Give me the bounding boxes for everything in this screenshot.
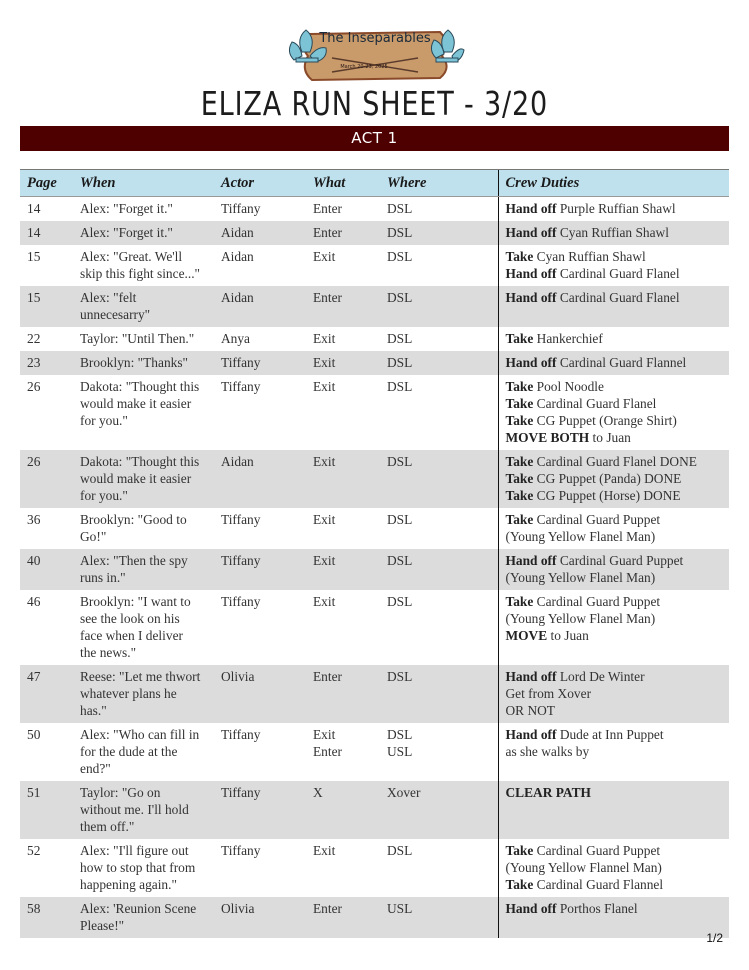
- location-line: DSL: [387, 843, 413, 858]
- duty-item: Lord De Winter: [556, 669, 645, 684]
- page-cell: 58: [20, 897, 73, 938]
- cue-line: Brooklyn: "Thanks": [80, 355, 189, 370]
- action-line: Exit: [313, 454, 336, 469]
- cue-line: for the dude at the: [80, 744, 178, 759]
- cue-line: Alex: "I'll figure out: [80, 843, 189, 858]
- cue-line: Go!": [80, 529, 107, 544]
- location-line: DSL: [387, 594, 413, 609]
- duty-verb: Hand off: [505, 553, 557, 568]
- action-line: X: [313, 785, 323, 800]
- duty-verb: Take: [505, 594, 534, 609]
- duty-line: [506, 412, 726, 429]
- actor-cell: Aidan: [214, 450, 306, 508]
- location-line: DSL: [387, 553, 413, 568]
- what-cell: [306, 351, 380, 375]
- when-cell: [73, 781, 214, 839]
- duty-verb: Take: [505, 471, 534, 486]
- duty-item: Cardinal Guard Flanel DONE: [533, 454, 697, 469]
- cue-line: see the look on his: [80, 611, 180, 626]
- cue-line: Dakota: "Thought this: [80, 379, 200, 394]
- actor-cell: Tiffany: [221, 727, 261, 742]
- cue-line: whatever plans he: [80, 686, 177, 701]
- location-line: DSL: [387, 331, 413, 346]
- duty-item: Cyan Ruffian Shawl: [533, 249, 646, 264]
- duty-item: Cardinal Guard Puppet: [533, 843, 661, 858]
- duty-item: (Young Yellow Flanel Man): [505, 570, 656, 585]
- where-cell: [380, 375, 498, 450]
- duty-line: [506, 842, 726, 859]
- act-header: ACT 1: [20, 126, 729, 151]
- page-indicator: 1/2: [706, 931, 723, 945]
- duty-line: [506, 248, 726, 265]
- action-line: Exit: [313, 379, 336, 394]
- table-row: [20, 245, 729, 286]
- action-line: Exit: [313, 331, 336, 346]
- what-cell: [306, 450, 380, 508]
- duties-cell: [498, 723, 729, 781]
- cue-line: Taylor: "Until Then.": [80, 331, 195, 346]
- actor-cell: Tiffany: [214, 351, 306, 375]
- duties-cell: [498, 375, 729, 450]
- actor-cell: Olivia: [214, 897, 306, 938]
- cue-line: Brooklyn: "I want to: [80, 594, 191, 609]
- duty-item: Cardinal Guard Puppet: [533, 594, 661, 609]
- duties-cell: [498, 286, 729, 327]
- action-line: Exit: [313, 843, 336, 858]
- table-body: [20, 197, 729, 939]
- page-cell: 40: [20, 549, 73, 590]
- duty-line: [506, 224, 726, 241]
- duty-line: [506, 743, 726, 760]
- duty-item: CG Puppet (Panda) DONE: [533, 471, 682, 486]
- duty-item: Cardinal Guard Flannel: [533, 877, 664, 892]
- actor-cell: Anya: [221, 331, 251, 346]
- cue-line: would make it easier: [80, 471, 192, 486]
- cue-line: has.": [80, 703, 107, 718]
- actor-cell: Tiffany: [221, 843, 261, 858]
- action-line: Exit: [313, 512, 336, 527]
- duty-item: Cardinal Guard Flannel: [556, 355, 687, 370]
- what-cell: [306, 590, 380, 665]
- cue-line: Alex: "Who can fill in: [80, 727, 200, 742]
- when-cell: [73, 665, 214, 723]
- table-header-row: [20, 170, 729, 197]
- what-cell: [306, 781, 380, 839]
- duties-cell: [498, 221, 729, 245]
- duty-verb: Take: [505, 396, 534, 411]
- cue-line: Taylor: "Go on: [80, 785, 161, 800]
- page-cell: 50: [27, 727, 41, 742]
- duty-item: Get from Xover: [505, 686, 592, 701]
- page-cell: 23: [20, 351, 73, 375]
- duty-line: [506, 511, 726, 528]
- duty-item: OR NOT: [505, 703, 555, 718]
- duty-item: Pool Noodle: [533, 379, 604, 394]
- location-line: DSL: [387, 727, 413, 742]
- duty-line: [506, 470, 726, 487]
- action-line: Exit: [313, 594, 336, 609]
- where-cell: [380, 839, 498, 897]
- duty-verb: Hand off: [505, 290, 557, 305]
- column-header-actor: Actor: [214, 170, 306, 197]
- cue-line: Reese: "Let me thwort: [80, 669, 201, 684]
- location-line: Xover: [387, 785, 421, 800]
- location-line: DSL: [387, 225, 413, 240]
- svg-text:The Inseparables: The Inseparables: [319, 31, 431, 46]
- location-line: DSL: [387, 669, 413, 684]
- duties-cell: [498, 327, 729, 351]
- duties-cell: [498, 665, 729, 723]
- cue-line: how to stop that from: [80, 860, 196, 875]
- duty-line: [506, 265, 726, 282]
- duty-verb: CLEAR PATH: [505, 785, 591, 800]
- when-cell: [73, 221, 214, 245]
- what-cell: [306, 508, 380, 549]
- page-cell: 15: [27, 249, 41, 264]
- where-cell: [380, 549, 498, 590]
- table-row: [20, 897, 729, 938]
- duty-verb: Take: [505, 331, 534, 346]
- location-line: DSL: [387, 201, 413, 216]
- cue-line: would make it easier: [80, 396, 192, 411]
- duties-cell: [498, 781, 729, 839]
- table-row: [20, 375, 729, 450]
- when-cell: [73, 197, 214, 222]
- duty-line: [506, 859, 726, 876]
- table-row: [20, 839, 729, 897]
- cue-line: face when I deliver: [80, 628, 183, 643]
- when-cell: [73, 327, 214, 351]
- action-line: Enter: [313, 744, 342, 759]
- cue-line: Alex: 'Reunion Scene: [80, 901, 197, 916]
- where-cell: [380, 221, 498, 245]
- duty-line: [506, 354, 726, 371]
- duty-line: [506, 876, 726, 893]
- duties-cell: [498, 508, 729, 549]
- duty-verb: Take: [505, 512, 534, 527]
- cue-line: happening again.": [80, 877, 177, 892]
- column-header-where: Where: [380, 170, 498, 197]
- duty-line: [506, 569, 726, 586]
- when-cell: [73, 590, 214, 665]
- column-header-page: Page: [20, 170, 73, 197]
- duty-item: Cardinal Guard Flanel: [556, 290, 680, 305]
- column-header-when: When: [73, 170, 214, 197]
- cue-line: for you.": [80, 413, 128, 428]
- location-line: USL: [387, 744, 413, 759]
- duty-line: [506, 289, 726, 306]
- when-cell: [73, 897, 214, 938]
- duties-cell: [498, 839, 729, 897]
- show-logo: [284, 22, 466, 86]
- where-cell: [380, 245, 498, 286]
- duty-item: Porthos Flanel: [556, 901, 638, 916]
- cue-line: Alex: "Forget it.": [80, 225, 173, 240]
- what-cell: [306, 375, 380, 450]
- cue-line: Dakota: "Thought this: [80, 454, 200, 469]
- duty-item: (Young Yellow Flanel Man): [505, 529, 656, 544]
- page-cell: 14: [20, 221, 73, 245]
- action-line: Enter: [313, 290, 342, 305]
- duty-line: [506, 330, 726, 347]
- cue-line: Brooklyn: "Good to: [80, 512, 187, 527]
- duty-line: [506, 610, 726, 627]
- table-row: [20, 351, 729, 375]
- cue-line: without me. I'll hold: [80, 802, 189, 817]
- cue-line: the news.": [80, 645, 137, 660]
- where-cell: [380, 351, 498, 375]
- duty-item: (Young Yellow Flanel Man): [505, 611, 656, 626]
- where-cell: [380, 590, 498, 665]
- where-cell: [380, 450, 498, 508]
- duty-line: [506, 528, 726, 545]
- duty-item: Cardinal Guard Puppet: [556, 553, 684, 568]
- duty-line: [506, 487, 726, 504]
- fleur-de-lis-banner-icon: [284, 22, 466, 86]
- actor-cell: Aidan: [221, 249, 254, 264]
- duty-verb: Take: [505, 249, 534, 264]
- page-cell: 47: [20, 665, 73, 723]
- duty-item: as she walks by: [505, 744, 590, 759]
- table-row: [20, 590, 729, 665]
- duty-verb: Take: [505, 843, 534, 858]
- actor-cell: Tiffany: [214, 549, 306, 590]
- when-cell: [73, 549, 214, 590]
- duty-verb: Hand off: [505, 225, 557, 240]
- duty-verb: Take: [505, 379, 534, 394]
- duty-verb: Take: [505, 488, 534, 503]
- location-line: USL: [387, 901, 413, 916]
- duty-verb: Take: [505, 413, 534, 428]
- duty-item: Cardinal Guard Puppet: [533, 512, 661, 527]
- cue-line: end?": [80, 761, 111, 776]
- where-cell: [380, 327, 498, 351]
- duty-verb: MOVE: [505, 628, 548, 643]
- page-cell: 14: [27, 201, 41, 216]
- duties-cell: [498, 245, 729, 286]
- table-row: [20, 450, 729, 508]
- cue-line: Alex: "Then the spy: [80, 553, 188, 568]
- duty-item: CG Puppet (Horse) DONE: [533, 488, 681, 503]
- duty-line: [506, 685, 726, 702]
- when-cell: [73, 723, 214, 781]
- duty-line: [506, 593, 726, 610]
- duty-verb: Take: [505, 877, 534, 892]
- duty-line: [506, 552, 726, 569]
- when-cell: [73, 286, 214, 327]
- action-line: Enter: [313, 669, 342, 684]
- page-cell: 51: [20, 781, 73, 839]
- cue-line: Please!": [80, 918, 125, 933]
- duty-item: Hankerchief: [533, 331, 603, 346]
- location-line: DSL: [387, 355, 413, 370]
- cue-line: unnecesarry": [80, 307, 151, 322]
- duty-verb: Hand off: [505, 901, 557, 916]
- action-line: Enter: [313, 901, 342, 916]
- duties-cell: [498, 197, 729, 222]
- what-cell: [306, 897, 380, 938]
- where-cell: [380, 197, 498, 222]
- duty-item: Cardinal Guard Flanel: [533, 396, 657, 411]
- table-row: [20, 327, 729, 351]
- what-cell: [306, 549, 380, 590]
- duty-item: Dude at Inn Puppet: [556, 727, 664, 742]
- duty-line: [506, 627, 726, 644]
- duty-verb: MOVE BOTH: [505, 430, 590, 445]
- location-line: DSL: [387, 379, 413, 394]
- page-cell: 26: [27, 379, 41, 394]
- duty-line: [506, 200, 726, 217]
- actor-cell: Olivia: [214, 665, 306, 723]
- actor-cell: Aidan: [214, 286, 306, 327]
- duty-verb: Hand off: [505, 727, 557, 742]
- cue-line: Alex: "felt: [80, 290, 137, 305]
- when-cell: [73, 839, 214, 897]
- cue-line: them off.": [80, 819, 135, 834]
- when-cell: [73, 450, 214, 508]
- duty-verb: Hand off: [505, 355, 557, 370]
- duty-item: to Juan: [547, 628, 589, 643]
- duties-cell: [498, 549, 729, 590]
- duty-item: Cardinal Guard Flanel: [556, 266, 680, 281]
- actor-cell: Tiffany: [221, 594, 261, 609]
- duty-item: CG Puppet (Orange Shirt): [533, 413, 677, 428]
- location-line: DSL: [387, 512, 413, 527]
- duty-verb: Take: [505, 454, 534, 469]
- when-cell: [73, 375, 214, 450]
- table-row: [20, 723, 729, 781]
- cue-line: runs in.": [80, 570, 126, 585]
- duty-line: [506, 668, 726, 685]
- duty-item: Cyan Ruffian Shawl: [556, 225, 669, 240]
- duty-item: to Juan: [589, 430, 631, 445]
- table-row: [20, 508, 729, 549]
- when-cell: [73, 351, 214, 375]
- cue-line: Alex: "Forget it.": [80, 201, 173, 216]
- where-cell: [380, 781, 498, 839]
- duty-verb: Hand off: [505, 201, 557, 216]
- duties-cell: [498, 590, 729, 665]
- table-row: [20, 781, 729, 839]
- what-cell: [306, 665, 380, 723]
- duties-cell: [498, 897, 729, 938]
- action-line: Enter: [313, 201, 342, 216]
- what-cell: [306, 723, 380, 781]
- page-cell: 15: [20, 286, 73, 327]
- action-line: Exit: [313, 355, 336, 370]
- location-line: DSL: [387, 454, 413, 469]
- duty-item: (Young Yellow Flannel Man): [505, 860, 662, 875]
- duty-line: [506, 702, 726, 719]
- column-header-crew-duties: Crew Duties: [498, 170, 729, 197]
- where-cell: [380, 723, 498, 781]
- duty-line: [506, 378, 726, 395]
- actor-cell: Tiffany: [221, 201, 261, 216]
- action-line: Exit: [313, 553, 336, 568]
- column-header-what: What: [306, 170, 380, 197]
- duty-line: [506, 726, 726, 743]
- when-cell: [73, 245, 214, 286]
- page-cell: 36: [27, 512, 41, 527]
- action-line: Exit: [313, 249, 336, 264]
- duty-line: [506, 784, 726, 801]
- page-cell: 46: [27, 594, 41, 609]
- actor-cell: Tiffany: [221, 379, 261, 394]
- where-cell: [380, 897, 498, 938]
- what-cell: [306, 839, 380, 897]
- cue-line: for you.": [80, 488, 128, 503]
- what-cell: [306, 245, 380, 286]
- location-line: DSL: [387, 290, 413, 305]
- actor-cell: Tiffany: [221, 512, 261, 527]
- actor-cell: Aidan: [214, 221, 306, 245]
- where-cell: [380, 508, 498, 549]
- duty-verb: Hand off: [505, 669, 557, 684]
- where-cell: [380, 286, 498, 327]
- duty-line: [506, 453, 726, 470]
- what-cell: [306, 327, 380, 351]
- action-line: Enter: [313, 225, 342, 240]
- duty-line: [506, 900, 726, 917]
- duty-verb: Hand off: [505, 266, 557, 281]
- table-row: [20, 549, 729, 590]
- duties-cell: [498, 351, 729, 375]
- page-cell: 26: [20, 450, 73, 508]
- what-cell: [306, 286, 380, 327]
- table-row: [20, 197, 729, 222]
- what-cell: [306, 221, 380, 245]
- page-cell: 52: [27, 843, 41, 858]
- table-row: [20, 221, 729, 245]
- when-cell: [73, 508, 214, 549]
- duty-line: [506, 395, 726, 412]
- page-title: ELIZA RUN SHEET - 3/20: [200, 84, 549, 123]
- duty-item: Purple Ruffian Shawl: [556, 201, 676, 216]
- duty-line: [506, 429, 726, 446]
- cue-line: skip this fight since...": [80, 266, 201, 281]
- where-cell: [380, 665, 498, 723]
- what-cell: [306, 197, 380, 222]
- table-row: [20, 286, 729, 327]
- table-row: [20, 665, 729, 723]
- duties-cell: [498, 450, 729, 508]
- actor-cell: Tiffany: [214, 781, 306, 839]
- page-cell: 22: [27, 331, 41, 346]
- run-sheet-table: [20, 169, 729, 938]
- location-line: DSL: [387, 249, 413, 264]
- cue-line: Alex: "Great. We'll: [80, 249, 183, 264]
- action-line: Exit: [313, 727, 336, 742]
- svg-text:March 20-23, 2025: March 20-23, 2025: [340, 64, 388, 70]
